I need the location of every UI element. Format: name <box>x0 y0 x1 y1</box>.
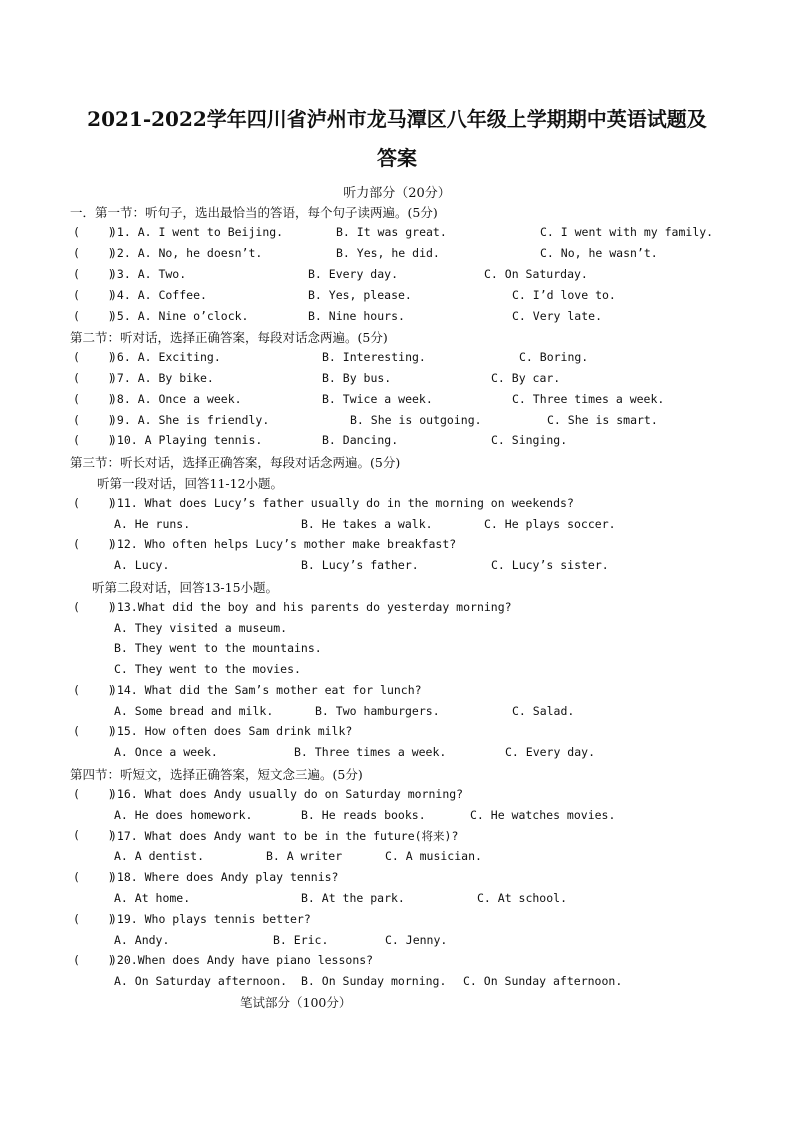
question-20: ( ) )20.When does Andy have piano lessons? <box>73 953 374 967</box>
section-2-header: 第二节：听对话，选择正确答案，每段对话念两遍。(5分) <box>70 330 388 345</box>
document-title-line1: 2021-2022学年四川省泸州市龙马潭区八年级上学期期中英语试题及 <box>87 107 707 131</box>
question-3: ( ) )3. A. Two. B. Every day. C. On Saturday. <box>73 267 588 281</box>
question-13: ( ) )13.What did the boy and his parents do yesterday morning? <box>73 600 512 614</box>
question-18-options: A. At home. B. At the park. C. At school. <box>114 891 568 905</box>
question-14-options: A. Some bread and milk. B. Two hamburgers. C. Salad. <box>114 704 575 718</box>
question-7: ( ) )7. A. By bike. B. By bus. C. By car. <box>73 371 561 385</box>
question-12: ( ) )12. Who often helps Lucy’s mother make breakfast? <box>73 537 457 551</box>
question-9: ( ) )9. A. She is friendly. B. She is outgoing. C. She is smart. <box>73 413 658 427</box>
question-5: ( ) )5. A. Nine o’clock. B. Nine hours. C. Very late. <box>73 309 603 323</box>
written-section-header: 笔试部分（100分） <box>240 995 352 1010</box>
question-4: ( ) )4. A. Coffee. B. Yes, please. C. I’d love to. <box>73 288 616 302</box>
question-13-option-b: B. They went to the mountains. <box>114 641 322 655</box>
question-13-option-a: A. They visited a museum. <box>114 621 288 635</box>
question-17: ( ) )17. What does Andy want to be in the future(将来)? <box>73 828 459 843</box>
question-12-options: A. Lucy. B. Lucy’s father. C. Lucy’s sister. <box>114 558 609 572</box>
document-title-line2: 答案 <box>377 146 417 170</box>
question-17-options: A. A dentist. B. A writer C. A musician. <box>114 849 482 863</box>
question-14: ( ) )14. What did the Sam’s mother eat for lunch? <box>73 683 422 697</box>
question-19: ( ) )19. Who plays tennis better? <box>73 912 311 926</box>
question-16-options: A. He does homework. B. He reads books. C. He watches movies. <box>114 808 616 822</box>
question-20-options: A. On Saturday afternoon. B. On Sunday morning. C. On Sunday afternoon. <box>114 974 623 988</box>
question-11-options: A. He runs. B. He takes a walk. C. He plays soccer. <box>114 517 616 531</box>
question-15-options: A. Once a week. B. Three times a week. C. Every day. <box>114 745 596 759</box>
question-15: ( ) )15. How often does Sam drink milk? <box>73 724 353 738</box>
question-6: ( ) )6. A. Exciting. B. Interesting. C. Boring. <box>73 350 589 364</box>
section-4-header: 第四节：听短文，选择正确答案，短文念三遍。(5分) <box>70 767 363 782</box>
question-16: ( ) )16. What does Andy usually do on Saturday morning? <box>73 787 464 801</box>
question-1: ( ) )1. A. I went to Beijing. B. It was great. C. I went with my family. <box>73 225 714 239</box>
question-2: ( ) )2. A. No, he doesn’t. B. Yes, he did. C. No, he wasn’t. <box>73 246 658 260</box>
question-8: ( ) )8. A. Once a week. B. Twice a week. C. Three times a week. <box>73 392 665 406</box>
dialogue-1-instruction: 听第一段对话，回答11-12小题。 <box>97 476 284 491</box>
question-11: ( ) )11. What does Lucy’s father usually do in the morning on weekends? <box>73 496 574 510</box>
section-1-header: 一．第一节：听句子，选出最恰当的答语，每个句子读两遍。(5分) <box>70 205 438 220</box>
section-3-header: 第三节：听长对话，选择正确答案，每段对话念两遍。(5分) <box>70 455 401 470</box>
question-10: ( ) )10. A Playing tennis. B. Dancing. C. Singing. <box>73 433 568 447</box>
question-19-options: A. Andy. B. Eric. C. Jenny. <box>114 933 448 947</box>
question-18: ( ) )18. Where does Andy play tennis? <box>73 870 339 884</box>
question-13-option-c: C. They went to the movies. <box>114 662 301 676</box>
dialogue-2-instruction: 听第二段对话，回答13-15小题。 <box>92 580 279 595</box>
listening-section-header: 听力部分（20分） <box>343 186 451 201</box>
